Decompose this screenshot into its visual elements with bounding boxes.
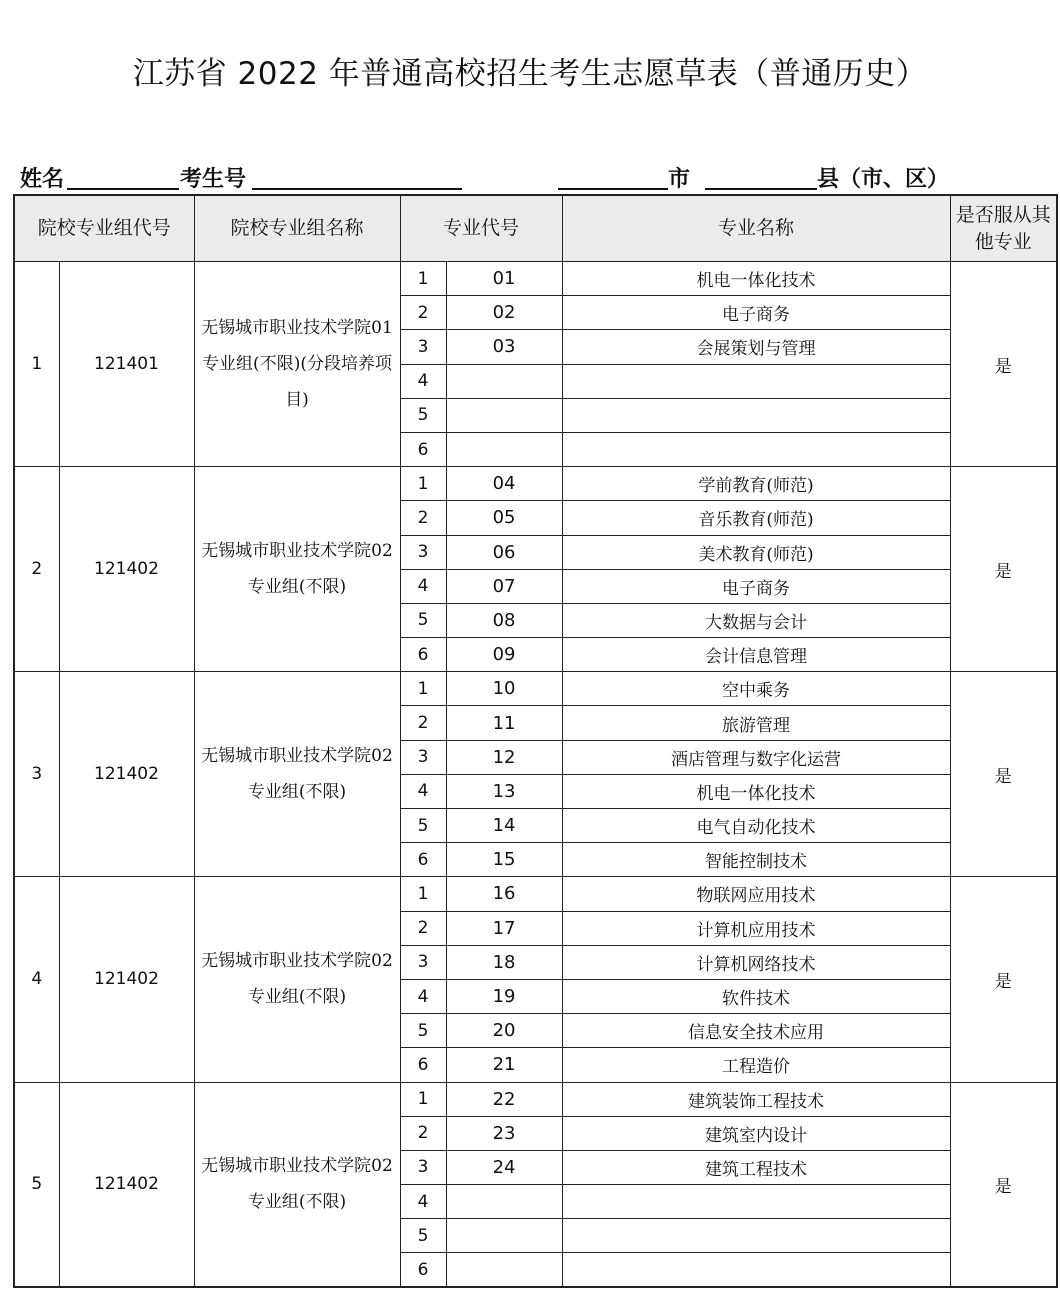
- major-name[interactable]: 建筑室内设计: [562, 1116, 950, 1150]
- major-name[interactable]: 机电一体化技术: [562, 262, 950, 296]
- group-name[interactable]: 无锡城市职业技术学院02 专业组(不限): [194, 1082, 400, 1287]
- major-slot-number: 4: [400, 364, 446, 398]
- major-code[interactable]: 07: [446, 569, 562, 603]
- major-code[interactable]: [446, 432, 562, 466]
- major-code[interactable]: 12: [446, 740, 562, 774]
- major-name[interactable]: [562, 364, 950, 398]
- major-slot-number: 4: [400, 979, 446, 1013]
- exam-number-field[interactable]: [252, 188, 462, 190]
- major-slot-number: 2: [400, 911, 446, 945]
- header-group-name: 院校专业组名称: [194, 195, 400, 262]
- major-slot-number: 4: [400, 1185, 446, 1219]
- major-code[interactable]: 22: [446, 1082, 562, 1116]
- group-index: 2: [14, 467, 59, 672]
- major-name[interactable]: 大数据与会计: [562, 603, 950, 637]
- major-name[interactable]: 物联网应用技术: [562, 877, 950, 911]
- major-code[interactable]: [446, 398, 562, 432]
- major-slot-number: 2: [400, 501, 446, 535]
- group-code[interactable]: 121402: [59, 877, 194, 1082]
- major-name[interactable]: 电子商务: [562, 569, 950, 603]
- accept-other-major[interactable]: 是: [950, 262, 1057, 467]
- accept-other-major[interactable]: 是: [950, 467, 1057, 672]
- application-form-table: [13, 194, 1058, 1288]
- group-code[interactable]: 121402: [59, 467, 194, 672]
- major-code[interactable]: 05: [446, 501, 562, 535]
- major-slot-number: 3: [400, 535, 446, 569]
- major-slot-number: 6: [400, 843, 446, 877]
- major-code[interactable]: 04: [446, 467, 562, 501]
- group-index: 1: [14, 262, 59, 467]
- major-code[interactable]: 02: [446, 296, 562, 330]
- group-index: 4: [14, 877, 59, 1082]
- table-row: [14, 262, 1057, 296]
- major-code[interactable]: 11: [446, 706, 562, 740]
- major-slot-number: 1: [400, 467, 446, 501]
- major-slot-number: 5: [400, 603, 446, 637]
- applicant-info-line: [20, 160, 1060, 194]
- major-slot-number: 6: [400, 1253, 446, 1287]
- major-name[interactable]: 空中乘务: [562, 672, 950, 706]
- major-code[interactable]: [446, 1219, 562, 1253]
- major-slot-number: 2: [400, 296, 446, 330]
- major-code[interactable]: [446, 1253, 562, 1287]
- accept-other-major[interactable]: 是: [950, 877, 1057, 1082]
- major-name[interactable]: 计算机应用技术: [562, 911, 950, 945]
- major-name[interactable]: 旅游管理: [562, 706, 950, 740]
- county-label: 县（市、区）: [817, 167, 950, 192]
- major-slot-number: 1: [400, 672, 446, 706]
- major-code[interactable]: 20: [446, 1014, 562, 1048]
- group-name[interactable]: 无锡城市职业技术学院01专业组(不限)(分段培养项目): [194, 262, 400, 467]
- major-name[interactable]: 音乐教育(师范): [562, 501, 950, 535]
- major-code[interactable]: [446, 1185, 562, 1219]
- major-name[interactable]: 计算机网络技术: [562, 945, 950, 979]
- major-name[interactable]: 酒店管理与数字化运营: [562, 740, 950, 774]
- name-label: 姓名: [20, 167, 65, 192]
- major-slot-number: 3: [400, 1150, 446, 1184]
- accept-other-major[interactable]: 是: [950, 1082, 1057, 1287]
- major-slot-number: 5: [400, 809, 446, 843]
- major-slot-number: 6: [400, 432, 446, 466]
- major-slot-number: 4: [400, 569, 446, 603]
- group-code[interactable]: 121402: [59, 672, 194, 877]
- major-slot-number: 1: [400, 262, 446, 296]
- table-row: [14, 1082, 1057, 1116]
- group-name[interactable]: 无锡城市职业技术学院02 专业组(不限): [194, 467, 400, 672]
- city-field[interactable]: [558, 188, 668, 190]
- major-code[interactable]: 15: [446, 843, 562, 877]
- major-name[interactable]: 工程造价: [562, 1048, 950, 1082]
- major-slot-number: 3: [400, 740, 446, 774]
- major-name[interactable]: 机电一体化技术: [562, 774, 950, 808]
- header-group-code: 院校专业组代号: [14, 195, 194, 262]
- county-field[interactable]: [705, 188, 817, 190]
- major-slot-number: 2: [400, 1116, 446, 1150]
- group-index: 5: [14, 1082, 59, 1287]
- major-slot-number: 4: [400, 774, 446, 808]
- major-name[interactable]: 信息安全技术应用: [562, 1014, 950, 1048]
- table-row: [14, 672, 1057, 706]
- major-code[interactable]: 16: [446, 877, 562, 911]
- city-label: 市: [668, 167, 691, 192]
- major-slot-number: 2: [400, 706, 446, 740]
- major-name[interactable]: [562, 1253, 950, 1287]
- major-slot-number: 5: [400, 1014, 446, 1048]
- major-code[interactable]: 06: [446, 535, 562, 569]
- header-accept-other: 是否服从其他专业: [950, 195, 1057, 262]
- major-name[interactable]: 建筑装饰工程技术: [562, 1082, 950, 1116]
- major-code[interactable]: 01: [446, 262, 562, 296]
- major-slot-number: 3: [400, 945, 446, 979]
- name-field[interactable]: [67, 188, 179, 190]
- major-name[interactable]: 建筑工程技术: [562, 1150, 950, 1184]
- group-index: 3: [14, 672, 59, 877]
- group-code[interactable]: 121401: [59, 262, 194, 467]
- major-slot-number: 5: [400, 1219, 446, 1253]
- major-code[interactable]: 17: [446, 911, 562, 945]
- major-name[interactable]: 学前教育(师范): [562, 467, 950, 501]
- major-name[interactable]: 智能控制技术: [562, 843, 950, 877]
- major-slot-number: 6: [400, 638, 446, 672]
- major-name[interactable]: 会展策划与管理: [562, 330, 950, 364]
- group-name[interactable]: 无锡城市职业技术学院02 专业组(不限): [194, 672, 400, 877]
- table-row: [14, 877, 1057, 911]
- major-slot-number: 1: [400, 877, 446, 911]
- major-code[interactable]: 13: [446, 774, 562, 808]
- page-title: 江苏省 2022 年普通高校招生考生志愿草表（普通历史）: [132, 56, 928, 92]
- exam-number-label: 考生号: [180, 167, 247, 192]
- major-name[interactable]: 软件技术: [562, 979, 950, 1013]
- accept-other-major[interactable]: 是: [950, 672, 1057, 877]
- major-code[interactable]: 03: [446, 330, 562, 364]
- major-name[interactable]: [562, 1219, 950, 1253]
- major-slot-number: 3: [400, 330, 446, 364]
- major-name[interactable]: [562, 432, 950, 466]
- major-code[interactable]: 24: [446, 1150, 562, 1184]
- major-code[interactable]: 21: [446, 1048, 562, 1082]
- major-name[interactable]: 电子商务: [562, 296, 950, 330]
- major-name[interactable]: 会计信息管理: [562, 638, 950, 672]
- major-code[interactable]: 08: [446, 603, 562, 637]
- group-code[interactable]: 121402: [59, 1082, 194, 1287]
- major-code[interactable]: 18: [446, 945, 562, 979]
- header-row: [14, 195, 1057, 262]
- major-code[interactable]: 23: [446, 1116, 562, 1150]
- major-code[interactable]: 10: [446, 672, 562, 706]
- major-code[interactable]: 09: [446, 638, 562, 672]
- header-major-code: 专业代号: [400, 195, 562, 262]
- table-row: [14, 467, 1057, 501]
- major-name[interactable]: 美术教育(师范): [562, 535, 950, 569]
- major-name[interactable]: 电气自动化技术: [562, 809, 950, 843]
- major-code[interactable]: [446, 364, 562, 398]
- group-name[interactable]: 无锡城市职业技术学院02 专业组(不限): [194, 877, 400, 1082]
- major-slot-number: 1: [400, 1082, 446, 1116]
- header-major-name: 专业名称: [562, 195, 950, 262]
- major-slot-number: 5: [400, 398, 446, 432]
- major-code[interactable]: 14: [446, 809, 562, 843]
- major-slot-number: 6: [400, 1048, 446, 1082]
- major-code[interactable]: 19: [446, 979, 562, 1013]
- major-name[interactable]: [562, 1185, 950, 1219]
- major-name[interactable]: [562, 398, 950, 432]
